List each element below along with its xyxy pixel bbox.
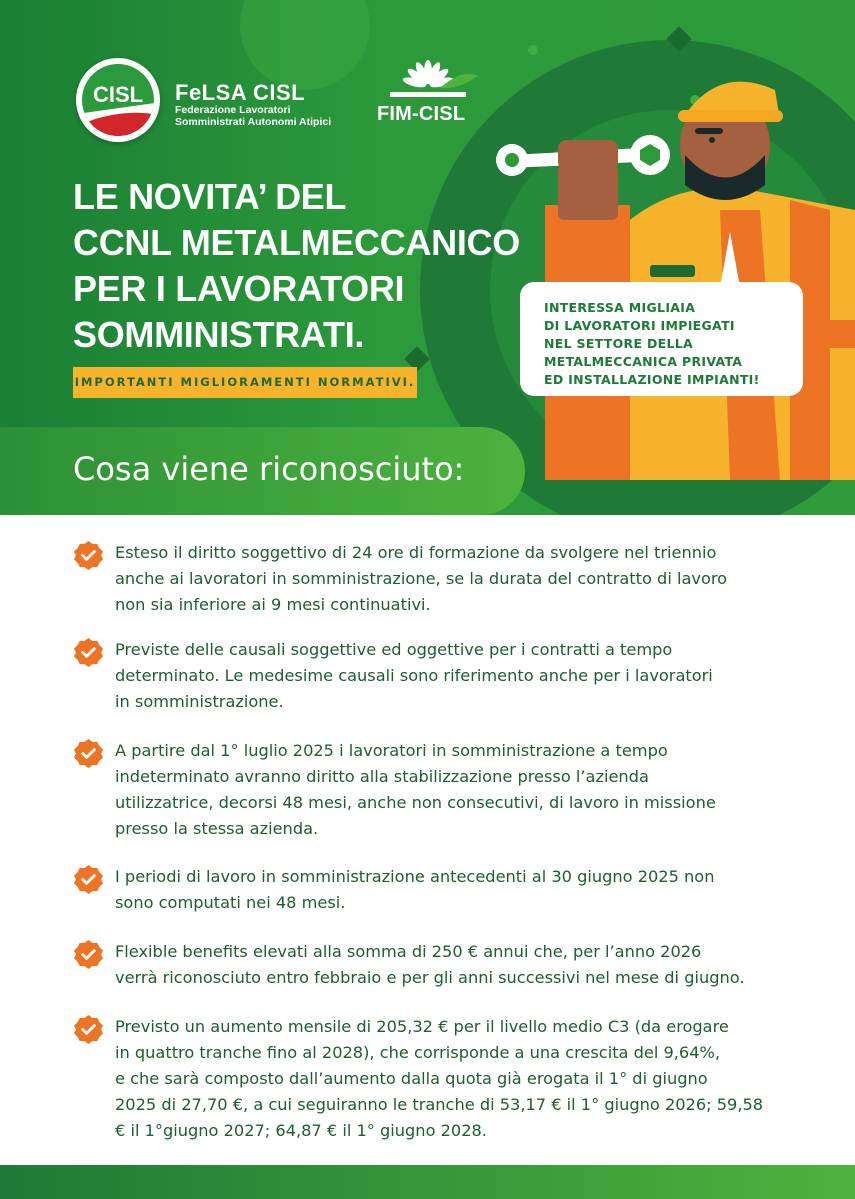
felsa-name: FeLSA CISL bbox=[175, 80, 306, 105]
felsa-subtitle-line: Federazione Lavoratori bbox=[175, 104, 291, 116]
highlight-badge: IMPORTANTI MIGLIORAMENTI NORMATIVI. bbox=[73, 367, 417, 398]
item-line: Flexible benefits elevati alla somma di 250 € annui che, per l’anno 2026 bbox=[115, 942, 702, 961]
cisl-logo-text: CISL bbox=[92, 82, 144, 107]
item-line: A partire dal 1° luglio 2025 i lavoratori in somministrazione a tempo bbox=[115, 741, 668, 760]
title-line: SOMMINISTRATI. bbox=[73, 314, 365, 355]
worker-illustration bbox=[490, 60, 855, 480]
felsa-subtitle bbox=[175, 104, 331, 128]
bubble-line: METALMECCANICA PRIVATA bbox=[544, 354, 743, 369]
item-line: 2025 di 27,70 €, a cui seguiranno le tranche di 53,17 € il 1° giugno 2026; 59,58 bbox=[115, 1095, 764, 1114]
item-line: anche ai lavoratori in somministrazione, se la durata del contratto di lavoro bbox=[115, 569, 728, 588]
check-badge-icon bbox=[73, 738, 104, 769]
section-title: Cosa viene riconosciuto: bbox=[73, 450, 465, 488]
dot-decoration bbox=[528, 45, 538, 55]
page-title bbox=[73, 174, 520, 358]
check-badge-icon bbox=[73, 864, 104, 895]
item-line: e che sarà composto dall’aumento dalla quota già erogata il 1° di giugno bbox=[115, 1069, 708, 1088]
item-line: in quattro tranche fino al 2028), che corrisponde a una crescita del 9,64%, bbox=[115, 1043, 721, 1062]
item-line: utilizzatrice, decorsi 48 mesi, anche non consecutivi, di lavoro in missione bbox=[115, 793, 716, 812]
fim-cisl-text: FIM-CISL bbox=[377, 103, 466, 125]
hero-banner bbox=[0, 0, 855, 515]
item-line: Previsto un aumento mensile di 205,32 € per il livello medio C3 (da erogare bbox=[115, 1017, 729, 1036]
bubble-line: ED INSTALLAZIONE IMPIANTI! bbox=[544, 372, 760, 387]
item-line: Previste delle causali soggettive ed oggettive per i contratti a tempo bbox=[115, 640, 673, 659]
bubble-line: NEL SETTORE DELLA bbox=[544, 336, 693, 351]
check-badge-icon bbox=[73, 1014, 104, 1045]
title-line: CCNL METALMECCANICO bbox=[73, 222, 520, 263]
check-badge-icon bbox=[73, 540, 104, 571]
item-line: € il 1°giugno 2027; 64,87 € il 1° giugno 2028. bbox=[115, 1121, 487, 1140]
item-line: verrà riconosciuto entro febbraio e per gli anni successivi nel mese di giugno. bbox=[115, 968, 745, 987]
item-line: sono computati nei 48 mesi. bbox=[115, 893, 346, 912]
title-line: LE NOVITA’ DEL bbox=[73, 176, 347, 217]
item-line: I periodi di lavoro in somministrazione antecedenti al 30 giugno 2025 non bbox=[115, 867, 715, 886]
item-line: in somministrazione. bbox=[115, 692, 284, 711]
bubble-line: INTERESSA MIGLIAIA bbox=[544, 300, 696, 315]
item-line: Esteso il diritto soggettivo di 24 ore di formazione da svolgere nel triennio bbox=[115, 543, 717, 562]
title-line: PER I LAVORATORI bbox=[73, 268, 405, 309]
item-line: non sia inferiore ai 9 mesi continuativi. bbox=[115, 595, 431, 614]
felsa-subtitle-line: Somministrati Autonomi Atipici bbox=[175, 116, 332, 128]
footer-bar bbox=[0, 1165, 855, 1199]
speech-bubble-tail bbox=[720, 232, 740, 287]
decorative-circle bbox=[240, 0, 370, 90]
item-line: determinato. Le medesime causali sono riferimento anche per i lavoratori bbox=[115, 666, 713, 685]
check-badge-icon bbox=[73, 637, 104, 668]
cisl-logo bbox=[76, 58, 160, 142]
check-badge-icon bbox=[73, 939, 104, 970]
bubble-line: DI LAVORATORI IMPIEGATI bbox=[544, 318, 735, 333]
item-line: presso la stessa azienda. bbox=[115, 819, 319, 838]
item-line: indeterminato avranno diritto alla stabilizzazione presso l’azienda bbox=[115, 767, 649, 786]
speech-bubble-text bbox=[544, 299, 760, 389]
